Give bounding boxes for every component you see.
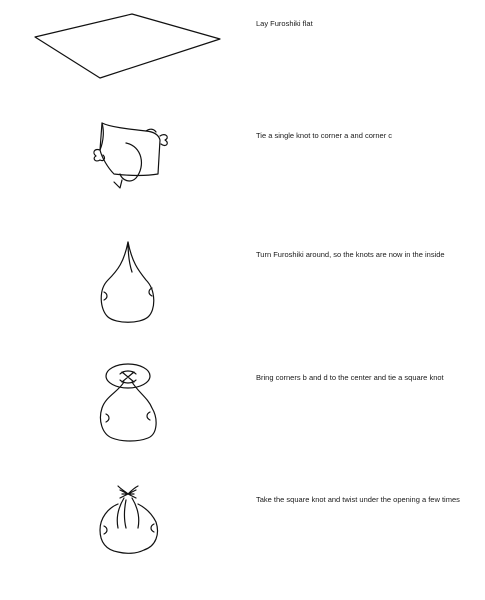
square-knot-drawing xyxy=(98,362,160,442)
handle-loop xyxy=(106,364,150,388)
step-4-caption: Bring corners b and d to the center and tie a square knot xyxy=(256,373,444,382)
bag-outline xyxy=(100,504,158,553)
cloth-body xyxy=(100,123,160,176)
square-knot xyxy=(120,371,136,383)
inner-knot-left xyxy=(104,292,107,300)
flat-cloth-drawing xyxy=(34,12,224,82)
step-2-caption: Tie a single knot to corner a and corner c xyxy=(256,131,393,140)
bag-outline xyxy=(100,382,156,441)
turned-bag-drawing xyxy=(98,240,158,326)
step-3-illustration xyxy=(98,240,158,326)
step-5-illustration xyxy=(96,484,162,556)
knot-c xyxy=(160,135,167,146)
step-5-caption: Take the square knot and twist under the opening a few times xyxy=(256,495,460,504)
step-1-illustration xyxy=(34,12,224,82)
step-4-illustration xyxy=(98,362,160,442)
cloth-outline xyxy=(35,14,220,78)
twist-folds xyxy=(117,498,139,528)
twisted-knot xyxy=(118,486,138,498)
corner-knots-drawing xyxy=(86,118,176,204)
turn-arrow-head xyxy=(114,180,122,188)
step-3-caption: Turn Furoshiki around, so the knots are now in the inside xyxy=(256,250,445,259)
step-2-illustration xyxy=(86,118,176,204)
knot-a xyxy=(94,150,105,161)
step-1-caption: Lay Furoshiki flat xyxy=(256,19,313,28)
bag-outline xyxy=(101,242,154,322)
twisted-bag-drawing xyxy=(96,484,162,556)
